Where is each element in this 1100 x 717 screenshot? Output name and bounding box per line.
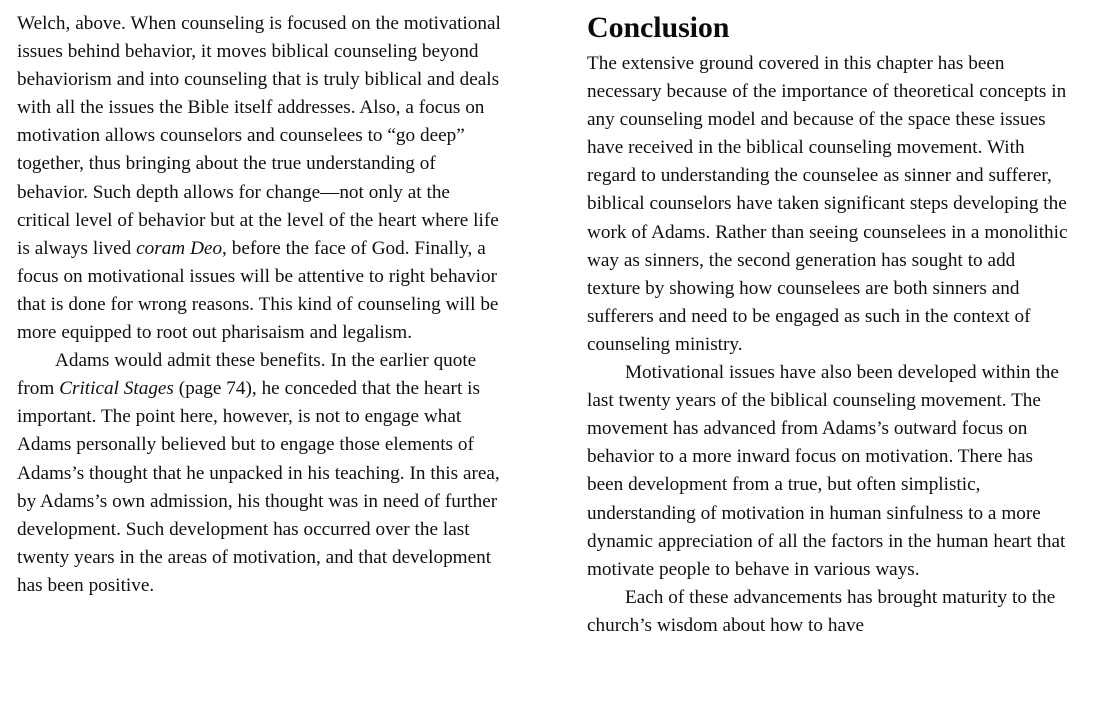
italic-phrase: coram Deo [136, 237, 223, 259]
body-paragraph: Adams would admit these benefits. In the earlier quote from Critical Stages (page 74), he conceded that the heart is important. The point here, however, is not to engage what Adams personally believed but to engage those elements of Adams’s thought that he unpacked in his teaching. In this area, by Adams’s own admission, his thought was in need of further development. Such development has occurred over the last twenty years in the areas of motivation, and that development has been positive. [17, 350, 500, 596]
section-heading-conclusion: Conclusion [587, 11, 730, 44]
body-paragraph: Welch, above. When counseling is focused on the motivational issues behind behavior, it moves biblical counseling beyond behaviorism and into counseling that is truly biblical and deals with all the issues the Bible itself addresses. Also, a focus on motivation allows counselors and counselees to “go deep” together, thus bringing about the true understanding of behavior. Such depth allows for change—not only at the critical level of behavior but at the level of the heart where life is always lived coram Deo, before the face of God. Finally, a focus on motivational issues will be attentive to right behavior that is done for wrong reasons. This kind of counseling will be more equipped to root out pharisaism and legalism. [17, 13, 501, 344]
right-column-body [587, 50, 1073, 640]
left-column-body [17, 10, 503, 600]
body-paragraph: The extensive ground covered in this chapter has been necessary because of the importance of theoretical concepts in any counseling model and because of the space these issues have received in the biblical counseling movement. With regard to understanding the counselee as sinner and sufferer, biblical counselors have taken significant steps developing the work of Adams. Rather than seeing counselees in a monolithic way as sinners, the second generation has sought to add texture by showing how counselees are both sinners and sufferers and need to be engaged as such in the context of counseling ministry. [587, 53, 1068, 355]
body-paragraph: Motivational issues have also been developed within the last twenty years of the biblical counseling movement. The movement has advanced from Adams’s outward focus on behavior to a more inward focus on motivation. There has been development from a true, but often simplistic, understanding of motivation in human sinfulness to a more dynamic appreciation of all the factors in the human heart that motivate people to behave in various ways. [587, 362, 1066, 580]
right-text-column [570, 10, 1100, 640]
body-paragraph: Each of these advancements has brought maturity to the church’s wisdom about how to have [587, 586, 1056, 636]
italic-phrase: Critical Stages [59, 378, 174, 400]
left-text-column [0, 10, 570, 600]
